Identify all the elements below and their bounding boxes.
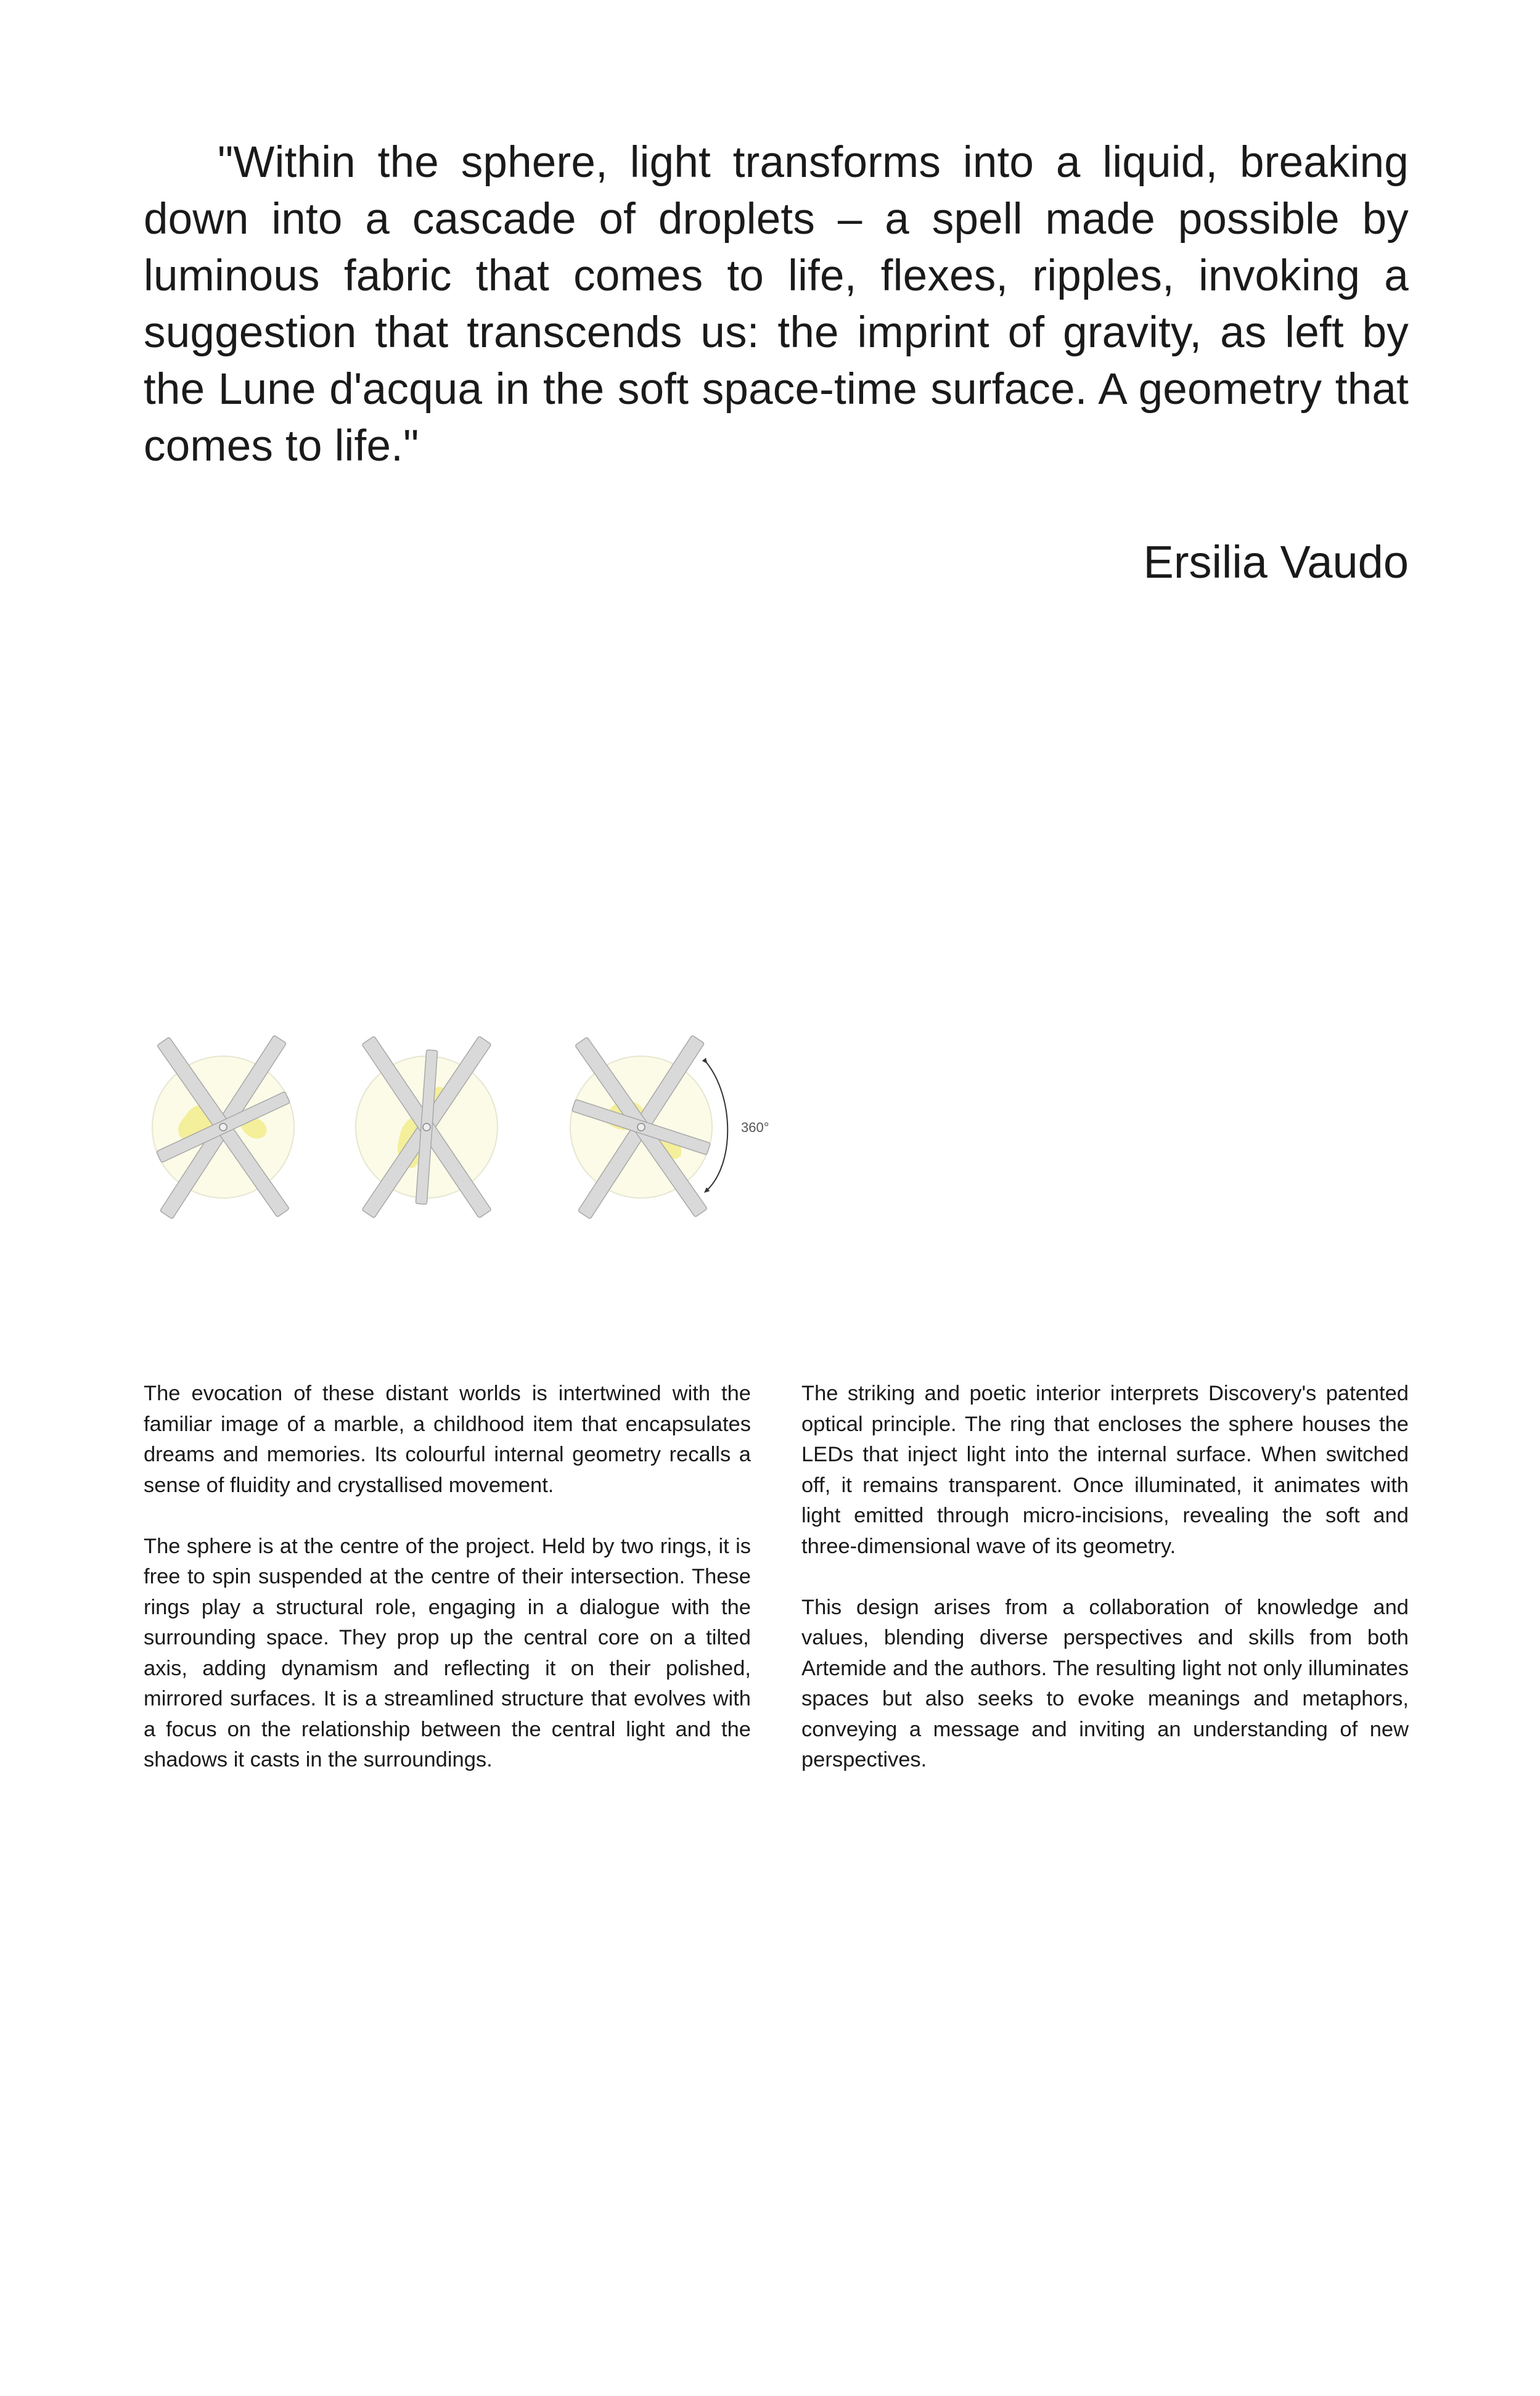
paragraph-marble: The evocation of these distant worlds is intertwined with the familiar image of a marble, a childhood item that encapsulates dreams and memories. Its colourful internal geometry recalls a sense of fluidity and crystallised movement. — [144, 1382, 751, 1497]
pull-quote-text: "Within the sphere, light transforms into a liquid, breaking down into a cascade of droplets – a spell made possible by luminous fabric that comes to life, flexes, ripples, invoking a suggestion that transcends us: the imprint of gravity, as left by the Lune d'acqua in the soft space-time surface. A geometry that comes to life." — [144, 138, 1409, 470]
pivot-2 — [423, 1123, 430, 1131]
paragraph-sphere: The sphere is at the centre of the project. Held by two rings, it is free to spin suspended at the centre of their intersection. These rings play a structural role, engaging in a dialogue with the surrounding space. They prop up the central core on a tilted axis, adding dynamism and reflecting it on their polished, mirrored surfaces. It is a streamlined structure that evolves with a focus on the relationship between the central light and the shadows it casts in the surroundings. — [144, 1534, 751, 1771]
pivot-1 — [219, 1123, 227, 1131]
lamp-rotation-diagram — [136, 1011, 789, 1221]
quote-author: Ersilia Vaudo — [1143, 536, 1409, 588]
lamp-view-1 — [152, 1035, 294, 1219]
pull-quote — [144, 134, 1409, 475]
lamp-view-2 — [356, 1036, 498, 1218]
pivot-3 — [637, 1123, 645, 1131]
paragraph-interior: The striking and poetic interior interprets Discovery's patented optical principle. The ring that encloses the sphere houses the LEDs that inject light into the internal surface. When switched off, it remains transparent. Once illuminated, it animates with light emitted through micro-incisions, revealing the soft and three-dimensional wave of its geometry. — [801, 1382, 1409, 1558]
lamp-diagram-svg — [136, 1011, 789, 1221]
body-column-left — [144, 1379, 751, 1806]
body-column-right — [801, 1379, 1409, 1806]
paragraph-collaboration: This design arises from a collaboration of knowledge and values, blending diverse perspectives and skills from both Artemide and the authors. The resulting light not only illuminates spaces but also seeks to evoke meanings and metaphors, conveying a message and inviting an understanding of new perspectives. — [801, 1595, 1409, 1771]
rotation-label: 360° — [741, 1120, 769, 1135]
lamp-view-3 — [570, 1035, 712, 1219]
